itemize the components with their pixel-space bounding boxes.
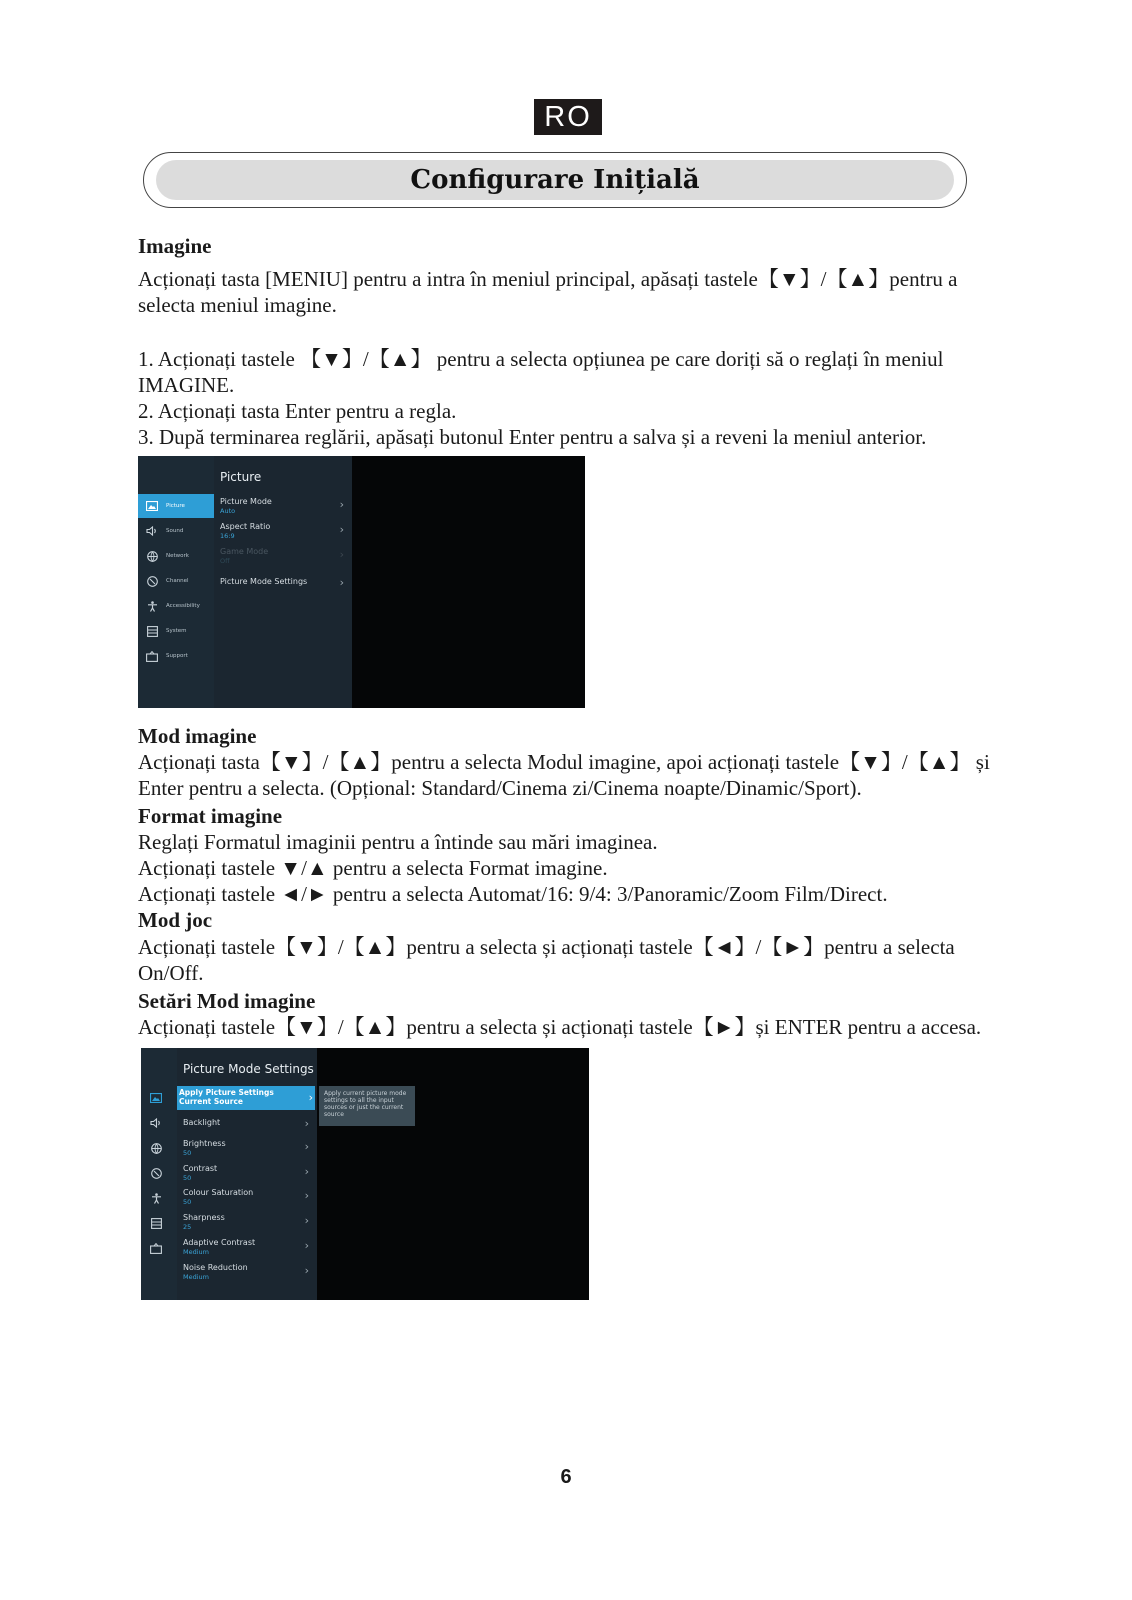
tv-sidebar-item-network	[138, 544, 214, 568]
tv-menu-item-label: Picture Mode	[220, 497, 272, 506]
tv-sidebar-label: Picture	[166, 503, 185, 509]
tv-menu-item-brightness	[183, 1139, 311, 1157]
globe-icon	[149, 1141, 163, 1155]
tv-menu-item-label: Picture Mode Settings	[220, 577, 308, 586]
tv-picture-mode-settings-menu	[177, 1048, 317, 1300]
step-2: 2. Acționați tasta Enter pentru a regla.	[138, 399, 457, 423]
step-1: 1. Acționați tastele 【▼】/【▲】 pentru a selecta opțiunea pe care doriți să o reglați în meniul IMAGINE.	[138, 347, 944, 397]
system-icon	[149, 1216, 163, 1230]
tv-menu-item-picture-mode	[220, 497, 346, 515]
chevron-right-icon: ›	[339, 548, 344, 561]
tv-sidebar-label: Network	[166, 553, 189, 559]
tv-menu-item-value: Current Source	[179, 1097, 243, 1106]
tv-menu-item-value: 50	[183, 1198, 192, 1206]
tv-menu-item-value: 25	[183, 1223, 192, 1231]
heading-setari-mod-imagine: Setări Mod imagine	[138, 989, 316, 1013]
picture-icon	[145, 499, 159, 513]
tv-menu-item-value: 50	[183, 1174, 192, 1182]
paragraph-mod-imagine: Acționați tasta【▼】/【▲】pentru a selecta Modul imagine, apoi acționați tastele【▼】/【▲】 și Enter pentru a selecta. (Opțional: Standard/Cinema zi/Cinema noapte/Dinamic/Sport).	[138, 750, 990, 800]
chevron-right-icon: ›	[304, 1117, 309, 1130]
chevron-right-icon: ›	[304, 1264, 309, 1277]
tv-menu-item-adaptive-contrast	[183, 1238, 311, 1256]
tv-menu-item-value: Off	[220, 557, 230, 565]
accessibility-icon	[149, 1191, 163, 1205]
heading-mod-imagine: Mod imagine	[138, 724, 257, 748]
support-icon	[149, 1241, 163, 1255]
accessibility-icon	[145, 599, 159, 613]
tv-sidebar	[138, 456, 214, 708]
tv-sidebar-collapsed	[141, 1048, 177, 1300]
tv-sidebar-label: Channel	[166, 578, 189, 584]
tv-menu-item-noise-reduction	[183, 1263, 311, 1281]
tv-menu-item-label: Aspect Ratio	[220, 522, 271, 531]
tv-sidebar-label: System	[166, 628, 187, 634]
chevron-right-icon: ›	[304, 1140, 309, 1153]
step-3: 3. După terminarea reglării, apăsați butonul Enter pentru a salva și a reveni la meniul anterior.	[138, 425, 927, 449]
chevron-right-icon: ›	[304, 1239, 309, 1252]
speaker-icon	[145, 524, 159, 538]
picture-icon	[149, 1091, 163, 1105]
heading-format-imagine: Format imagine	[138, 804, 283, 828]
paragraph-format-line-3: Acționați tastele ◄/► pentru a selecta Automat/16: 9/4: 3/Panoramic/Zoom Film/Direct.	[138, 882, 888, 906]
tv-menu-item-label: Sharpness	[183, 1213, 225, 1222]
system-icon	[145, 624, 159, 638]
paragraph-format-line-2: Acționați tastele ▼/▲ pentru a selecta Format imagine.	[138, 856, 608, 880]
tv-sidebar-label: Accessibility	[166, 603, 200, 609]
tv-menu-item-aspect-ratio	[220, 522, 346, 540]
chevron-right-icon: ›	[304, 1189, 309, 1202]
globe-icon	[145, 549, 159, 563]
chevron-right-icon: ›	[339, 523, 344, 536]
tv-sidebar-item-support	[141, 1236, 177, 1260]
tv-menu-item-sharpness	[183, 1213, 311, 1231]
tv-menu-item-backlight	[183, 1117, 311, 1130]
tv-sidebar-item-sound	[138, 519, 214, 543]
channel-icon	[149, 1166, 163, 1180]
chevron-right-icon: ›	[308, 1091, 313, 1104]
page-title-banner	[143, 152, 967, 208]
tv-sidebar-item-support	[138, 644, 214, 668]
tv-menu-item-contrast	[183, 1164, 311, 1182]
tv-sidebar-item-channel	[141, 1161, 177, 1185]
paragraph-mod-joc: Acționați tastele【▼】/【▲】pentru a selecta și acționați tastele【◄】/【►】pentru a selecta On/Off.	[138, 935, 955, 985]
tv-sidebar-item-network	[141, 1136, 177, 1160]
support-icon	[145, 649, 159, 663]
tv-menu-item-value: 16:9	[220, 532, 235, 540]
tv-menu-item-picture-mode-settings	[220, 576, 346, 589]
tv-menu-item-value: Medium	[183, 1248, 209, 1256]
tv-menu-item-label: Apply Picture Settings	[179, 1088, 274, 1097]
tv-picture-menu	[214, 456, 352, 708]
tv-sidebar-item-picture	[141, 1086, 177, 1110]
tv-sidebar-item-accessibility	[141, 1186, 177, 1210]
paragraph-setari-mod-imagine: Acționați tastele【▼】/【▲】pentru a selecta și acționați tastele【►】și ENTER pentru a accesa.	[138, 1015, 982, 1039]
tv-menu-screenshot-picture	[138, 456, 585, 708]
tv-menu-item-value: Medium	[183, 1273, 209, 1281]
page-title: Configurare Inițială	[410, 165, 700, 195]
chevron-right-icon: ›	[339, 576, 344, 589]
tv-menu-item-label: Contrast	[183, 1164, 218, 1173]
tv-menu-screenshot-picture-mode-settings	[141, 1048, 589, 1300]
tv-sidebar-item-channel	[138, 569, 214, 593]
tv-sidebar-item-sound	[141, 1111, 177, 1135]
tv-menu-item-game-mode	[220, 547, 346, 565]
heading-mod-joc: Mod joc	[138, 908, 213, 932]
paragraph-format-line-1: Reglați Formatul imaginii pentru a întinde sau mări imaginea.	[138, 830, 658, 854]
tv-menu-item-label: Game Mode	[220, 547, 269, 556]
speaker-icon	[149, 1116, 163, 1130]
tv-menu-item-label: Brightness	[183, 1139, 226, 1148]
paragraph-imagine-intro: Acționați tasta [MENIU] pentru a intra în meniul principal, apăsați tastele【▼】/【▲】pentru a selecta meniul imagine.	[138, 267, 958, 317]
tv-menu-item-apply-picture-settings	[177, 1086, 315, 1110]
tv-menu-item-label: Colour Saturation	[183, 1188, 254, 1197]
tv-menu-item-label: Backlight	[183, 1118, 221, 1127]
tv-menu-tooltip: Apply current picture mode settings to all the input sources or just the current source	[319, 1086, 415, 1126]
tv-menu-item-label: Noise Reduction	[183, 1263, 248, 1272]
channel-icon	[145, 574, 159, 588]
tv-sidebar-label: Support	[166, 653, 188, 659]
tv-menu-title: Picture	[220, 470, 262, 484]
tv-sidebar-item-system	[138, 619, 214, 643]
tv-sidebar-item-accessibility	[138, 594, 214, 618]
tv-menu-item-value: Auto	[220, 507, 236, 515]
tv-menu-title: Picture Mode Settings	[183, 1062, 314, 1076]
language-badge: RO	[534, 99, 602, 135]
page-title-background	[156, 160, 954, 200]
chevron-right-icon: ›	[304, 1165, 309, 1178]
heading-imagine: Imagine	[138, 234, 212, 258]
tv-sidebar-item-system	[141, 1211, 177, 1235]
tv-sidebar-label: Sound	[166, 528, 184, 534]
chevron-right-icon: ›	[304, 1214, 309, 1227]
chevron-right-icon: ›	[339, 498, 344, 511]
tv-sidebar-item-picture	[138, 494, 214, 518]
tv-menu-item-value: 50	[183, 1149, 192, 1157]
tv-menu-item-colour-saturation	[183, 1188, 311, 1206]
page-number: 6	[560, 1466, 572, 1488]
tv-menu-item-label: Adaptive Contrast	[183, 1238, 256, 1247]
